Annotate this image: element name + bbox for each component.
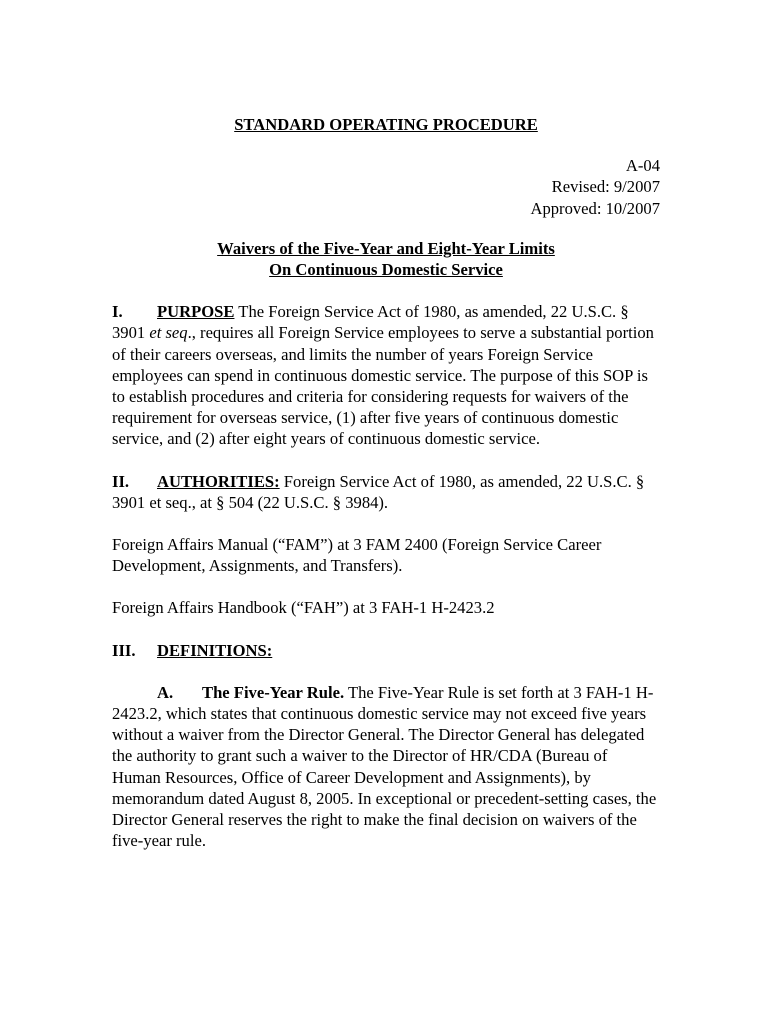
purpose-text-italic: et seq xyxy=(149,323,188,343)
authorities-section xyxy=(112,471,660,513)
authorities-text: Foreign Service Act of 1980, as amended, 22 U.S.C. § 3901 et seq., at § 504 (22 U.S.C. § 3984). xyxy=(112,471,645,512)
document-page xyxy=(112,114,660,851)
definitions-section xyxy=(112,640,660,661)
definition-a-text: The Five-Year Rule is set forth at 3 FAH-1 H-2423.2, which states that continuous domestic service may not exceed five years without a waiver from the Director General. The Director General has delegated the authority to grant such a waiver to the Director of HR/CDA (Bureau of Human Resources, Office of Career Development and Assignments), by memorandum dated August 8, 2005. In exceptional or precedent-setting cases, the Director General reserves the right to make the final decision on waivers of the five-year rule. xyxy=(112,682,657,851)
authorities-fam: Foreign Affairs Manual (“FAM”) at 3 FAM 2400 (Foreign Service Career Development, Assignments, and Transfers). xyxy=(112,535,602,576)
document-code: A-04 xyxy=(625,156,660,176)
purpose-heading: PURPOSE xyxy=(157,302,235,322)
subtitle-line-2: On Continuous Domestic Service xyxy=(269,260,503,280)
definition-a-heading: The Five-Year Rule. xyxy=(202,682,345,702)
document-meta xyxy=(112,155,660,219)
subtitle-line-1: Waivers of the Five-Year and Eight-Year Limits xyxy=(217,238,555,258)
revised-date: Revised: 9/2007 xyxy=(551,177,660,197)
definitions-number: III. xyxy=(112,640,136,660)
document-title: STANDARD OPERATING PROCEDURE xyxy=(234,115,538,134)
definition-a-letter: A. xyxy=(157,682,174,702)
authorities-heading: AUTHORITIES: xyxy=(157,471,280,491)
definitions-heading: DEFINITIONS: xyxy=(157,640,273,660)
document-subtitle xyxy=(112,238,660,280)
purpose-section xyxy=(112,301,660,449)
purpose-text-b: ., requires all Foreign Service employees to serve a substantial portion of their careers overseas, and limits the number of years Foreign Service employees can spend in continuous domestic service. The purpose of this SOP is to establish procedures and criteria for considering requests for waivers of the requirement for overseas service, (1) after five years of continuous domestic service, and (2) after eight years of continuous domestic service. xyxy=(112,323,654,449)
purpose-text-a: The Foreign Service Act of 1980, as amended, 22 U.S.C. § 3901 xyxy=(112,302,629,343)
approved-date: Approved: 10/2007 xyxy=(530,198,660,218)
authorities-number: II. xyxy=(112,471,130,491)
purpose-number: I. xyxy=(112,302,123,322)
authorities-fah: Foreign Affairs Handbook (“FAH”) at 3 FAH-1 H-2423.2 xyxy=(112,598,495,618)
definition-a xyxy=(112,682,660,852)
